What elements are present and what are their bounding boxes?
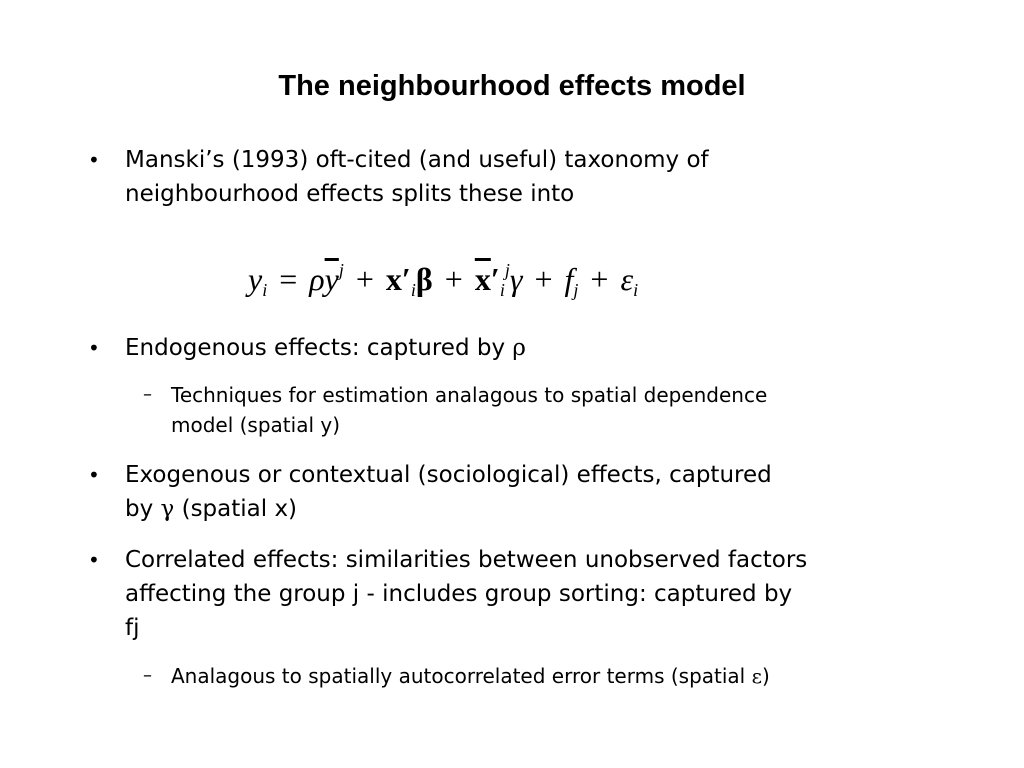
bullet-text-part: by [125,496,161,522]
sub-bullet-text [171,380,961,440]
sub-bullet-text-line: Techniques for estimation analagous to spatial dependence [171,383,768,407]
eq-xbar: $\overline{x}$ [474,261,491,297]
eq-equals: = [279,261,298,297]
eq-sub-i: i [499,280,505,300]
bullet-glyph: • [88,336,100,360]
eq-gamma: γ [509,261,523,297]
eq-sup-j: j [338,260,344,280]
sub-bullet-glyph: – [143,665,152,686]
gamma-symbol: γ [160,496,175,522]
eq-plus: + [534,261,553,297]
eq-beta: β [415,261,433,297]
slide-title: The neighbourhood effects model [278,70,746,102]
eq-plus: + [444,261,463,297]
bullet-text [125,458,955,526]
bullet-text-line: neighbourhood effects splits these into [125,181,575,207]
eq-sub-j: j [573,280,579,300]
eq-rho: ρ [309,261,325,297]
sub-bullet-glyph: – [143,384,152,405]
eq-plus: + [355,261,374,297]
eq-prime: ′ [401,261,411,297]
eq-sub-i: i [262,280,268,300]
eq-ybar: $\overline{y}$ [324,261,339,297]
bullet-text [125,143,955,211]
bullet-text-line: fj [125,615,140,641]
model-equation [248,248,748,298]
bullet-glyph: • [88,548,100,572]
bullet-text-line: Manski’s (1993) oft-cited (and useful) taxonomy of [125,147,709,173]
epsilon-symbol: ε [751,664,762,688]
eq-epsilon: ε [620,261,634,297]
bullet-text-line: affecting the group j - includes group sorting: captured by [125,581,793,607]
eq-plus: + [590,261,609,297]
sub-bullet-text-part: Analagous to spatially autocorrelated error terms (spatial [171,664,752,688]
sub-bullet-text-part: ) [761,664,770,688]
eq-sup-j: j [504,260,510,280]
bullet-text-part: (spatial x) [174,496,298,522]
eq-sub-i: i [633,280,639,300]
bullet-glyph: • [88,463,100,487]
bullet-glyph: • [88,148,100,172]
bullet-text [125,543,955,645]
eq-y: y [248,261,263,297]
sub-bullet-text-line: model (spatial y) [171,413,341,437]
bullet-text-part: Endogenous effects: captured by [125,335,513,361]
bullet-text-line: Correlated effects: similarities between unobserved factors [125,547,808,573]
sub-bullet-text [171,661,961,691]
eq-sub-i: i [410,280,416,300]
eq-prime: ′ [490,261,500,297]
eq-f: f [564,261,574,297]
eq-x: x [385,261,402,297]
bullet-text-line: Exogenous or contextual (sociological) effects, captured [125,462,772,488]
bullet-text-line [125,492,955,526]
bullet-text [125,331,955,365]
rho-symbol: ρ [512,335,526,361]
